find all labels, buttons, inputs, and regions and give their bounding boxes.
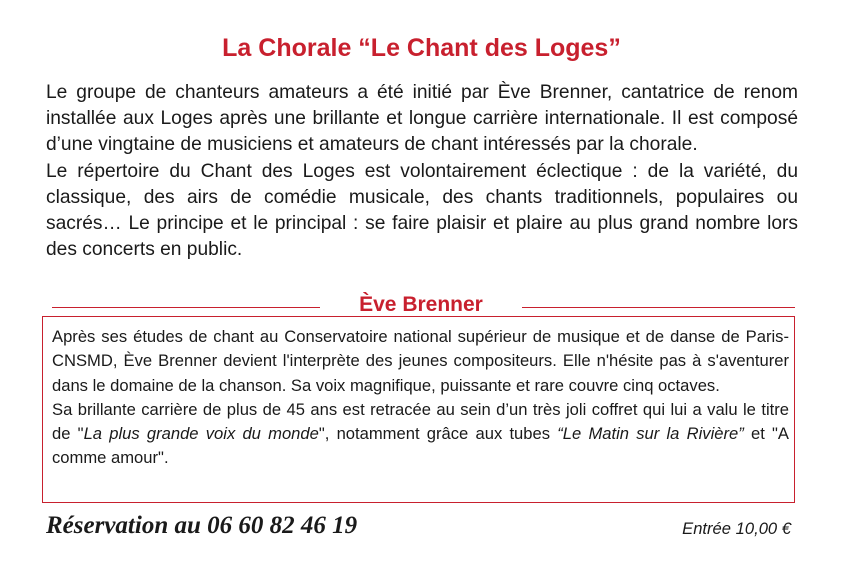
bio-title-quote: La plus grande voix du monde xyxy=(83,424,319,444)
section-divider-left xyxy=(52,307,320,308)
bio-paragraph xyxy=(52,398,789,471)
section-heading: Ève Brenner xyxy=(359,293,483,316)
section-divider-right xyxy=(522,307,795,308)
intro-text xyxy=(46,80,798,263)
intro-paragraph: Le groupe de chanteurs amateurs a été initié par Ève Brenner, cantatrice de renom installée aux Loges après une brillante et longue carrière internationale. Il est composé d’une vingtaine de musiciens et amateurs de chant intéressés par la chorale. xyxy=(46,82,798,156)
bio-text xyxy=(52,325,789,471)
intro-paragraph: Le répertoire du Chant des Loges est volontairement éclectique : de la variété, du classique, des airs de comédie musicale, des chants traditionnels, populaires ou sacrés… Le principe et le principal : se faire plaisir et plaire au plus grand nombre lors des concerts en public. xyxy=(46,160,798,261)
reservation-phone: Réservation au 06 60 82 46 19 xyxy=(46,512,358,539)
bio-text-segment: ", notamment grâce aux tubes xyxy=(318,424,558,444)
bio-text-segment: et xyxy=(743,424,773,444)
bio-text-segment: Sa brillante carrière de plus de 45 ans est retracée au sein d’un très joli coffret qui lui a valu le titre de " xyxy=(52,399,789,444)
bio-song-title: “Le Matin sur la Rivière” xyxy=(557,424,744,444)
page-title: La Chorale “Le Chant des Loges” xyxy=(222,34,621,62)
entry-price: Entrée 10,00 € xyxy=(682,519,791,538)
bio-song-title: "A comme amour" xyxy=(52,424,789,468)
bio-text-segment: . xyxy=(163,448,169,468)
bio-paragraph: Après ses études de chant au Conservatoire national supérieur de musique et de danse de Paris-CNSMD, Ève Brenner devient l'interprète des jeunes compositeurs. Elle n'hésite pas à s'aventurer dans le domaine de la chanson. Sa voix magnifique, puissante et rare couvre cinq octaves. xyxy=(52,327,789,395)
